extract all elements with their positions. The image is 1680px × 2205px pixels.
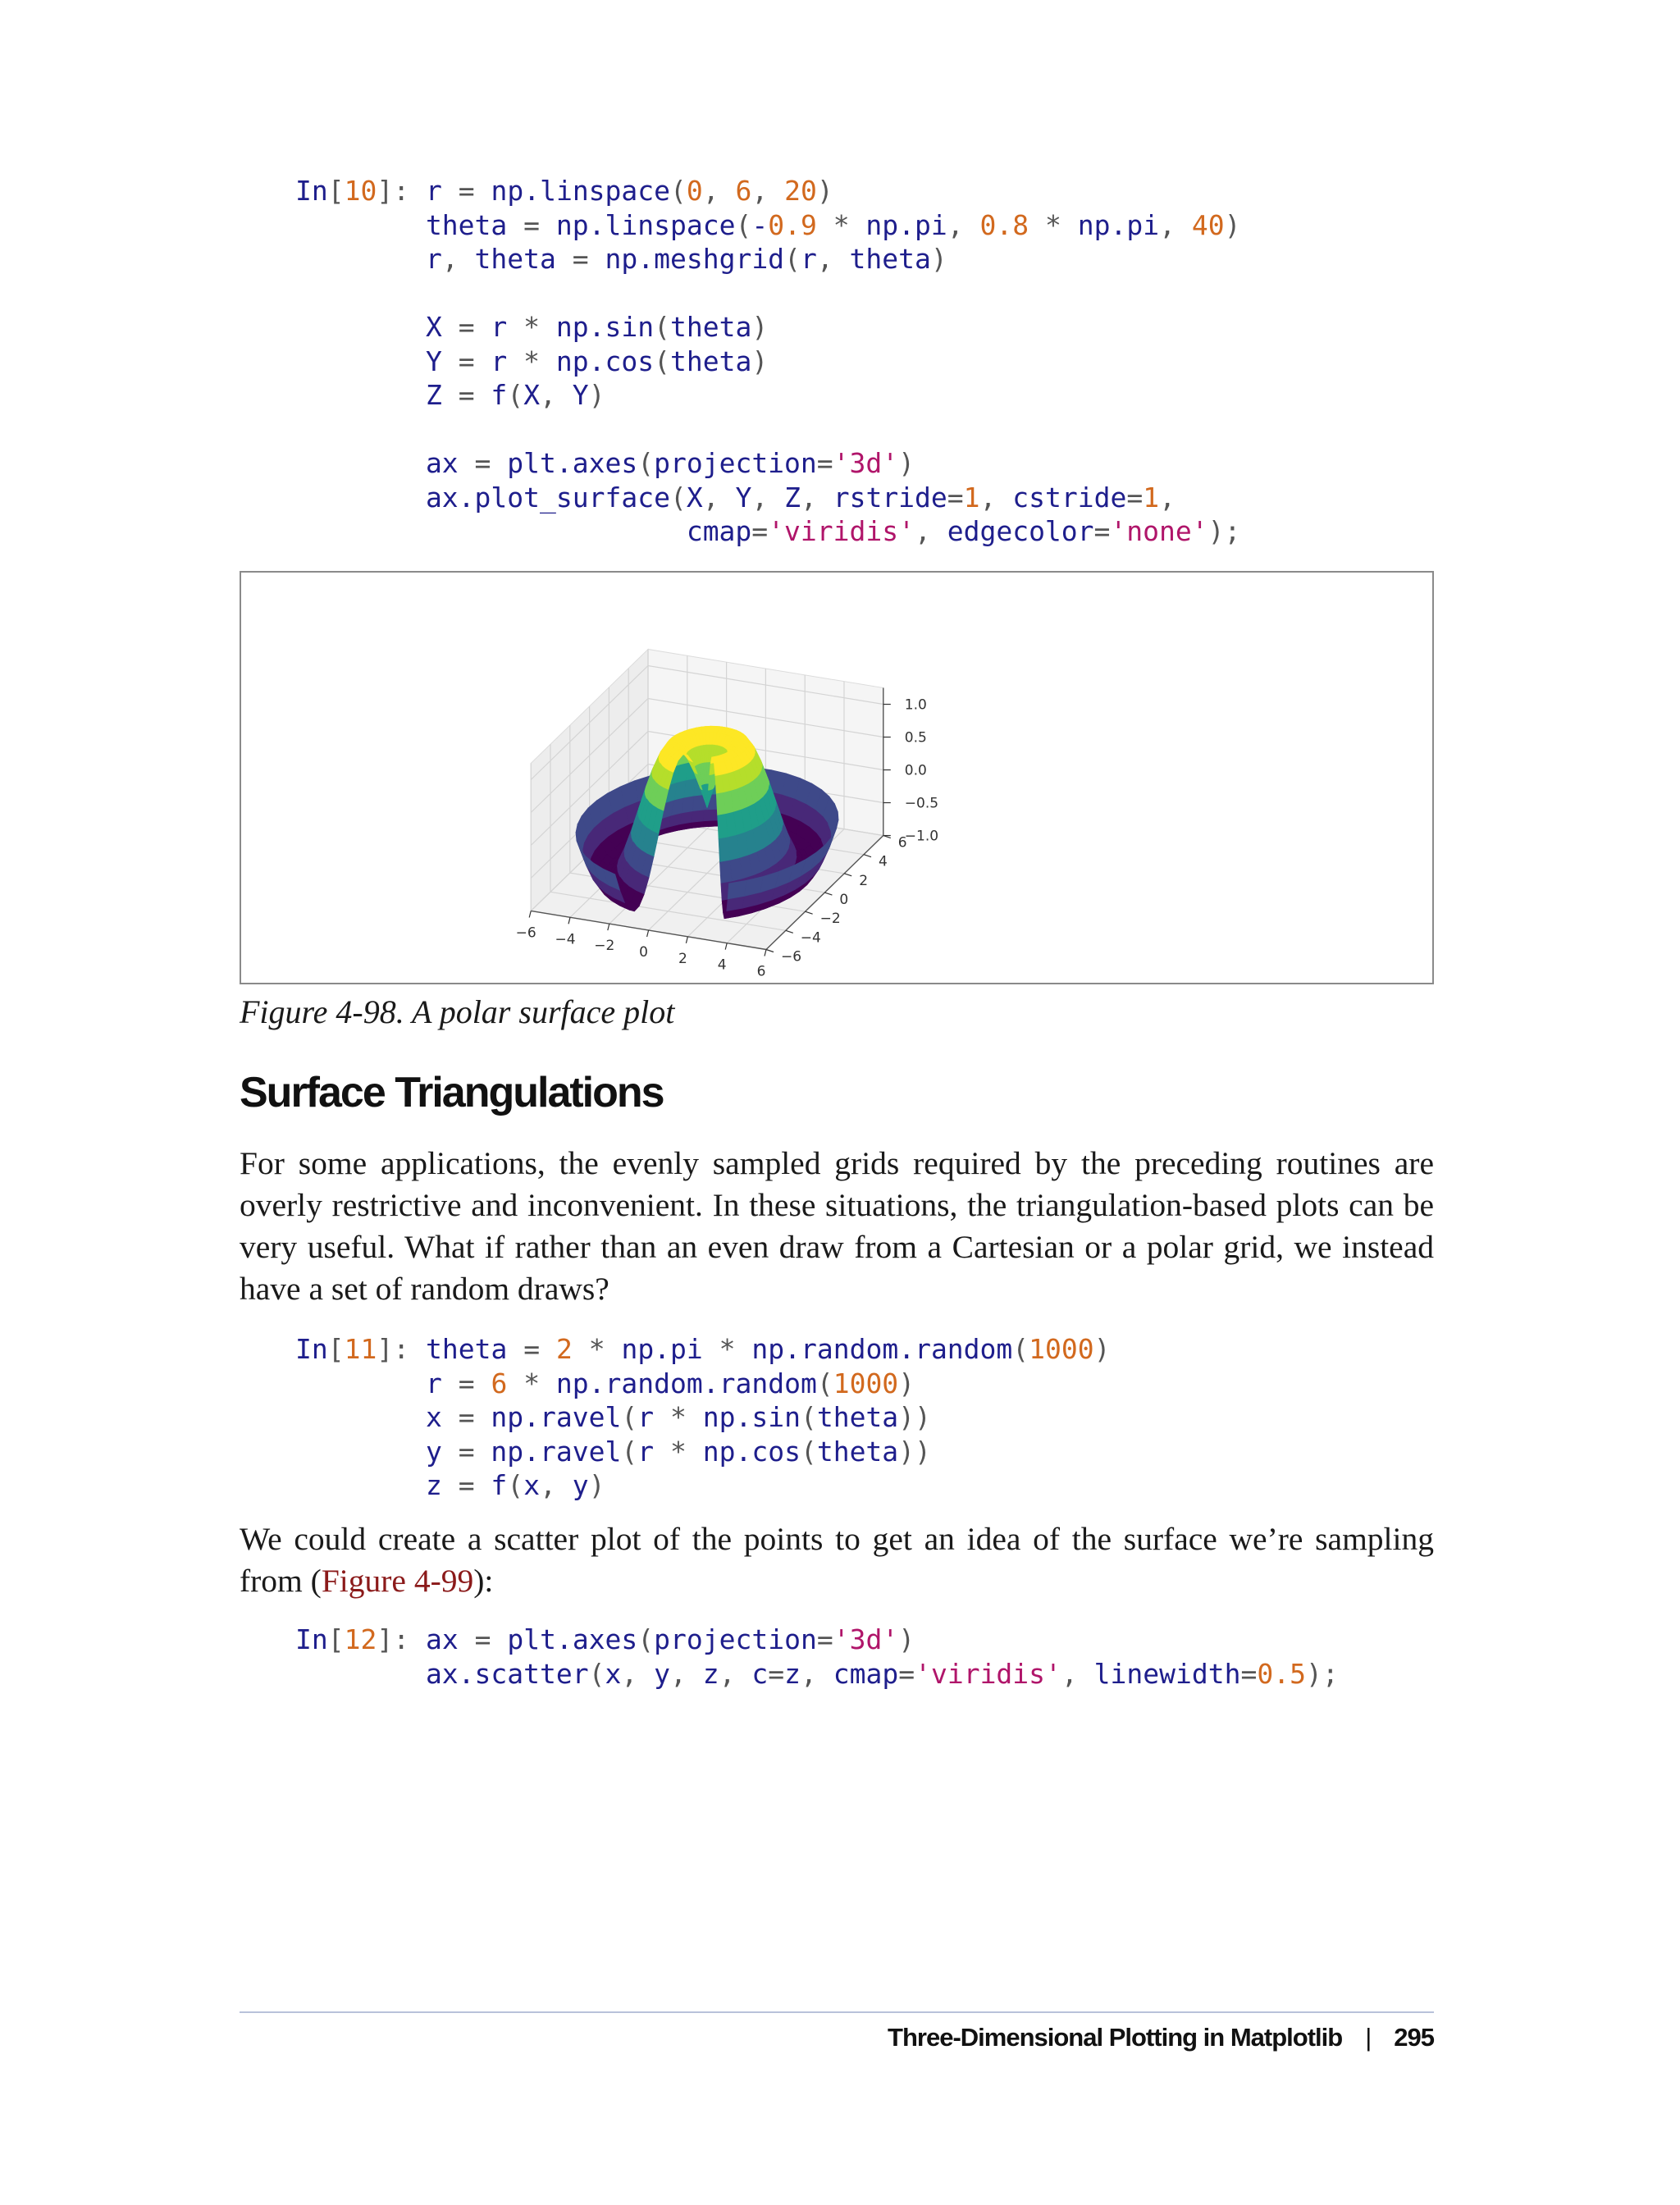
y-tick bbox=[806, 911, 813, 914]
polar-surface-plot bbox=[241, 573, 1436, 986]
figure-caption: Figure 4-98. A polar surface plot bbox=[240, 993, 675, 1030]
z-tick-label: 1.0 bbox=[904, 696, 927, 714]
z-tick-label: 0.0 bbox=[904, 762, 927, 779]
surface-patch bbox=[692, 810, 704, 822]
paragraph-2-end: ): bbox=[473, 1563, 494, 1599]
code-line: cmap='viridis', edgecolor='none'); bbox=[295, 515, 1241, 547]
code-line: r = 6 * np.random.random(1000) bbox=[295, 1367, 915, 1399]
page-number: 295 bbox=[1394, 2023, 1434, 2052]
code-line: In[11]: theta = 2 * np.pi * np.random.random(1000) bbox=[295, 1333, 1111, 1365]
y-tick-label: 4 bbox=[879, 853, 888, 870]
code-line: Z = f(X, Y) bbox=[295, 379, 605, 411]
surface-patch bbox=[704, 810, 716, 821]
y-tick bbox=[824, 892, 832, 895]
x-tick-label: 4 bbox=[717, 956, 727, 974]
paragraph-2 bbox=[240, 1518, 1434, 1602]
code-line: ax = plt.axes(projection='3d') bbox=[295, 447, 915, 479]
footer-separator: | bbox=[1365, 2023, 1372, 2052]
code-line: ax.plot_surface(X, Y, Z, rstride=1, cstride=1, bbox=[295, 481, 1176, 514]
y-tick-label: −2 bbox=[819, 911, 841, 928]
x-tick bbox=[765, 950, 766, 956]
x-tick-label: 0 bbox=[639, 943, 649, 961]
paragraph-2-text: We could create a scatter plot of the points to get an idea of the surface we’re sampling from ( bbox=[240, 1521, 1434, 1599]
y-tick bbox=[766, 950, 774, 952]
y-tick bbox=[864, 855, 871, 857]
footer-rule bbox=[240, 2011, 1434, 2013]
code-line: y = np.ravel(r * np.cos(theta)) bbox=[295, 1435, 931, 1468]
code-blank-line bbox=[295, 276, 1240, 311]
code-block-in12 bbox=[295, 1623, 1339, 1691]
code-line: X = r * np.sin(theta) bbox=[295, 311, 769, 343]
surface-patch bbox=[728, 880, 746, 899]
code-line: In[10]: r = np.linspace(0, 6, 20) bbox=[295, 175, 833, 207]
z-tick-label: −0.5 bbox=[904, 795, 939, 812]
surface-patch bbox=[719, 861, 732, 883]
footer-title: Three-Dimensional Plotting in Matplotlib bbox=[888, 2023, 1343, 2052]
x-tick-label: 6 bbox=[756, 963, 766, 980]
y-tick bbox=[786, 930, 793, 933]
y-tick-label: 0 bbox=[839, 892, 849, 909]
code-line: x = np.ravel(r * np.sin(theta)) bbox=[295, 1401, 931, 1433]
code-blank-line bbox=[295, 413, 1240, 447]
code-line: r, theta = np.meshgrid(r, theta) bbox=[295, 243, 947, 275]
x-tick-label: −6 bbox=[515, 924, 536, 942]
surface-patch bbox=[719, 838, 730, 862]
code-block-in10 bbox=[295, 174, 1240, 549]
paragraph-1: For some applications, the evenly sampled grids required by the preceding routines are overly restrictive and inconvenient. In these situations, the triangulation-based plots can be very useful. What if rather than an even draw from a Cartesian or a polar grid, we instead have a set of random draws? bbox=[240, 1145, 1434, 1307]
y-tick bbox=[844, 874, 851, 876]
code-line: In[12]: ax = plt.axes(projection='3d') bbox=[295, 1623, 915, 1655]
surface-patch bbox=[692, 795, 704, 811]
x-tick-label: −2 bbox=[594, 938, 615, 955]
x-tick bbox=[529, 911, 531, 917]
y-tick-label: 2 bbox=[859, 872, 869, 889]
x-tick-label: 2 bbox=[678, 950, 687, 967]
x-tick bbox=[568, 917, 570, 924]
code-line: z = f(x, y) bbox=[295, 1469, 605, 1501]
surface-patch bbox=[704, 820, 717, 827]
y-tick-label: −4 bbox=[800, 929, 821, 947]
x-tick bbox=[608, 924, 609, 930]
z-tick-label: 0.5 bbox=[904, 729, 927, 746]
code-block-in11 bbox=[295, 1332, 1111, 1503]
surface-patch bbox=[718, 814, 728, 838]
z-tick-label: −1.0 bbox=[904, 828, 939, 845]
code-line: ax.scatter(x, y, z, c=z, cmap='viridis', linewidth=0.5); bbox=[295, 1657, 1339, 1690]
code-line: Y = r * np.cos(theta) bbox=[295, 345, 769, 377]
x-tick-label: −4 bbox=[555, 931, 576, 948]
y-tick-label: 6 bbox=[897, 834, 907, 851]
page-footer bbox=[888, 2023, 1434, 2052]
y-tick-label: −6 bbox=[781, 948, 802, 966]
figure-polar-surface bbox=[240, 571, 1434, 984]
x-tick bbox=[686, 937, 687, 943]
figure-4-99-link[interactable]: Figure 4-99 bbox=[321, 1563, 474, 1599]
section-title: Surface Triangulations bbox=[240, 1069, 664, 1116]
x-tick bbox=[647, 930, 649, 937]
x-tick bbox=[725, 943, 727, 950]
code-line: theta = np.linspace(-0.9 * np.pi, 0.8 * np.pi, 40) bbox=[295, 208, 1241, 241]
